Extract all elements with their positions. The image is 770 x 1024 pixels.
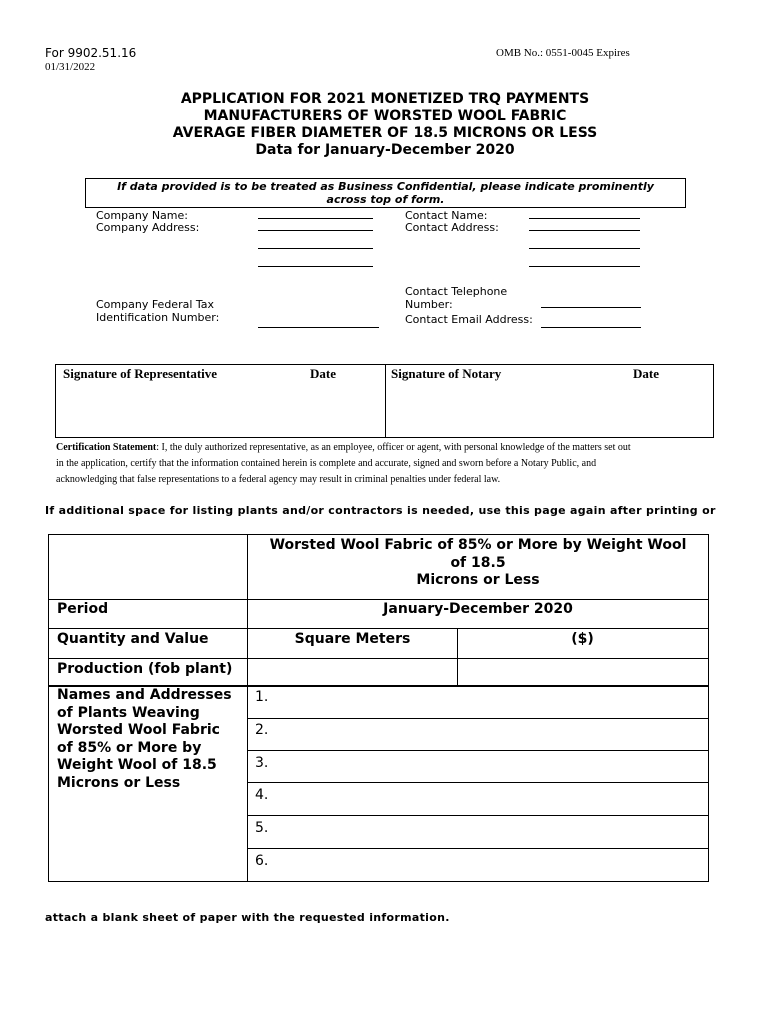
form-number: For 9902.51.16 (45, 46, 137, 60)
notice-line-1: If data provided is to be treated as Business Confidential, please indicate prominently (117, 180, 654, 193)
signature-date-label-1: Date (310, 366, 336, 381)
plants-label-line-2: of Plants Weaving (57, 704, 200, 721)
signature-divider (385, 364, 386, 438)
table-row-line-3 (48, 658, 709, 659)
title-line-4: Data for January-December 2020 (255, 142, 515, 158)
plant-row-6[interactable]: 6. (255, 853, 269, 869)
plants-label (57, 687, 232, 792)
table-row-line-1 (48, 599, 709, 600)
certification-line-1: : I, the duly authorized representative, as an employee, officer or agent, with personal knowledge of the matters set out (156, 442, 631, 453)
title-line-2: MANUFACTURERS OF WORSTED WOOL FABRIC (203, 108, 567, 124)
certification-line-2: in the application, certify that the information contained herein is complete and accurate, signed and sworn before a Notary Public, and (56, 458, 597, 469)
table-header-line-3: Microns or Less (416, 572, 540, 588)
email-field[interactable] (541, 327, 641, 328)
phone-field[interactable] (541, 307, 641, 308)
plant-row-line-3 (247, 782, 709, 783)
company-address-field-3[interactable] (258, 266, 373, 267)
quantity-value-label: Quantity and Value (57, 631, 209, 647)
phone-label-line-1: Contact Telephone (405, 285, 508, 298)
tax-id-label-line-1: Company Federal Tax (96, 298, 215, 311)
contact-name-label: Contact Name: (405, 209, 488, 222)
plants-label-line-1: Names and Addresses (57, 687, 232, 703)
period-value: January-December 2020 (383, 601, 573, 617)
company-address-label: Company Address: (96, 221, 200, 234)
plants-label-line-3: Worsted Wool Fabric (57, 722, 220, 738)
production-label: Production (fob plant) (57, 661, 233, 677)
period-label: Period (57, 601, 109, 617)
notice-line-2: across top of form. (326, 193, 445, 206)
contact-address-field-2[interactable] (529, 248, 640, 249)
contact-address-field-3[interactable] (529, 266, 640, 267)
production-dollar-input[interactable] (459, 660, 707, 684)
plant-row-line-1 (247, 718, 709, 719)
square-meters-header: Square Meters (294, 631, 411, 647)
email-label: Contact Email Address: (405, 313, 533, 326)
plants-label-line-5: Weight Wool of 18.5 (57, 757, 217, 773)
confidential-notice (85, 180, 686, 206)
signature-date-label-2: Date (633, 366, 659, 381)
certification-statement (56, 440, 721, 488)
tax-id-label-line-2: Identification Number: (96, 311, 220, 324)
signature-notary-label: Signature of Notary (391, 366, 502, 381)
table-header-line-1: Worsted Wool Fabric of 85% or More by Weight Wool (269, 537, 687, 553)
table-row-line-2 (48, 628, 709, 629)
plant-row-line-5 (247, 848, 709, 849)
phone-label (405, 285, 507, 311)
plant-row-line-2 (247, 750, 709, 751)
dollar-header: ($) (571, 631, 594, 647)
page-title (0, 91, 770, 159)
plant-row-1[interactable]: 1. (255, 689, 269, 705)
contact-name-field[interactable] (529, 218, 640, 219)
title-line-1: APPLICATION FOR 2021 MONETIZED TRQ PAYMENTS (180, 91, 590, 107)
tax-id-field[interactable] (258, 327, 379, 328)
contact-address-label: Contact Address: (405, 221, 499, 234)
table-header (248, 537, 708, 590)
additional-note-line-1: If additional space for listing plants and/or contractors is needed, use this page again after printing or (45, 504, 716, 517)
company-name-field[interactable] (258, 218, 373, 219)
phone-label-line-2: Number: (405, 298, 453, 311)
plant-row-line-4 (247, 815, 709, 816)
omb-number: OMB No.: 0551-0045 Expires (496, 47, 630, 59)
tax-id-label (96, 298, 219, 324)
plants-label-line-4: of 85% or More by (57, 739, 202, 756)
plant-row-4[interactable]: 4. (255, 787, 269, 803)
form-date: 01/31/2022 (45, 61, 96, 73)
table-header-line-2: of 18.5 (450, 554, 506, 571)
company-name-label: Company Name: (96, 209, 188, 222)
contact-address-field-1[interactable] (529, 230, 640, 231)
title-line-3: AVERAGE FIBER DIAMETER OF 18.5 MICRONS OR LESS (172, 125, 598, 141)
plant-row-3[interactable]: 3. (255, 755, 269, 771)
plant-row-2[interactable]: 2. (255, 722, 269, 738)
certification-line-3: acknowledging that false representations to a federal agency may result in criminal penalties under federal law. (56, 474, 501, 485)
production-sqm-input[interactable] (249, 660, 456, 684)
signature-rep-label: Signature of Representative (63, 366, 218, 381)
company-address-field-2[interactable] (258, 248, 373, 249)
additional-note-line-2: attach a blank sheet of paper with the requested information. (45, 911, 450, 924)
plant-row-5[interactable]: 5. (255, 820, 269, 836)
company-address-field-1[interactable] (258, 230, 373, 231)
plants-label-line-6: Microns or Less (57, 774, 181, 791)
certification-label: Certification Statement (56, 442, 157, 453)
